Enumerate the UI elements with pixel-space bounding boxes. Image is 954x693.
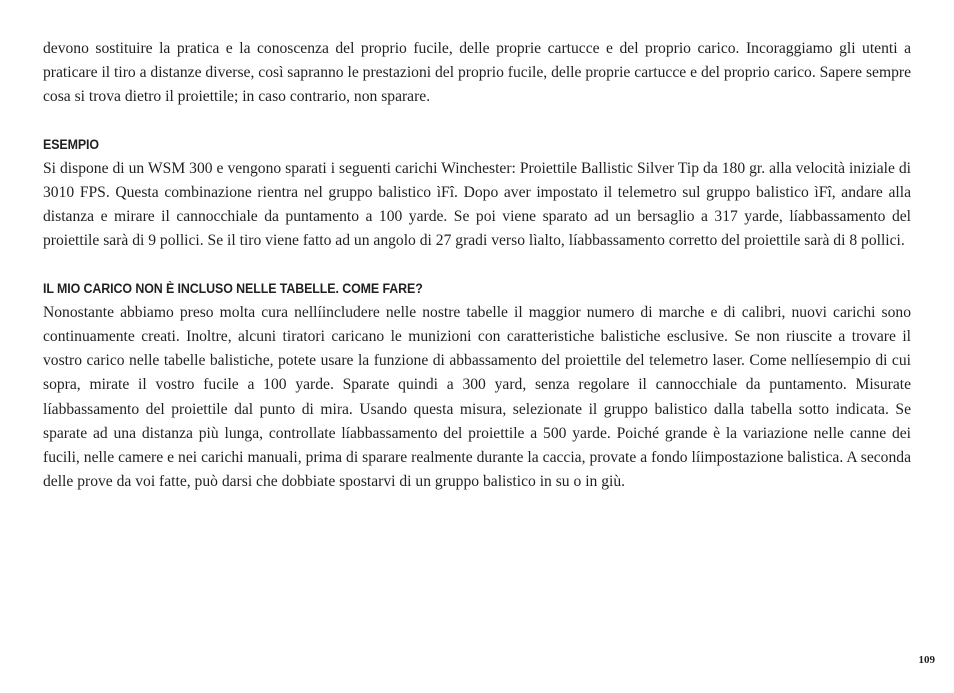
load-not-included-paragraph: Nonostante abbiamo preso molta cura nellíincludere nelle nostre tabelle il maggior numero di marche e di calibri, nuovi carichi sono continuamente creati. Inoltre, alcuni tiratori caricano le munizioni con caratteristiche balistiche esclusive. Se non riuscite a trovare il vostro carico nelle tabelle balistiche, potete usare la funzione di abbassamento del proiettile del telemetro laser. Come nellíesempio di cui sopra, mirate il vostro fucile a 100 yarde. Sparate quindi a 300 yard, senza regolare il cannocchiale da puntamento. Misurate líabbassamento del proiettile dal punto di mira. Usando questa misura, selezionate il gruppo balistico dalla tabella sotto indicata. Se sparate ad una distanza più lunga, controllate líabbassamento del proiettile a 500 yarde. Poiché grande è la variazione nelle canne dei fucili, nelle camere e nei carichi manuali, prima di sparare realmente durante la caccia, provate a fondo líimpostazione balistica. A seconda delle prove da voi fatte, può darsi che dobbiate spostarvi di un gruppo balistico in su o in giù. (43, 303, 911, 491)
example-paragraph: Si dispone di un WSM 300 e vengono sparati i seguenti carichi Winchester: Proiettile Ballistic Silver Tip da 180 gr. alla velocità iniziale di 3010 FPS. Questa combinazione rientra nel gruppo balistico ìFî. Dopo aver impostato il telemetro sul gruppo balistico ìFî, andare alla distanza e mirare il cannocchiale da puntamento a 100 yarde. Se poi viene sparato ad un bersaglio a 317 yarde, líabbassamento del proiettile sarà di 9 pollici. Se il tiro viene fatto ad un angolo di 27 gradi verso lìalto, líabbassamento corretto del proiettile sarà di 8 pollici. (43, 159, 911, 250)
section-gap (43, 110, 911, 133)
page-number: 109 (918, 654, 935, 666)
intro-paragraph: devono sostituire la pratica e la conoscenza del proprio fucile, delle proprie cartucce e del proprio carico. Incoraggiamo gli utenti a praticare il tiro a distanze diverse, così sapranno le prestazioni del proprio fucile, delle proprie cartucce e del proprio carico. Sapere sempre cosa si trova dietro il proiettile; in caso contrario, non sparare. (43, 40, 911, 106)
load-not-included-heading: IL MIO CARICO NON È INCLUSO NELLE TABELLE. COME FARE? (43, 280, 423, 296)
example-heading: ESEMPIO (43, 136, 99, 152)
section-gap (43, 254, 911, 277)
page-content (43, 37, 911, 494)
